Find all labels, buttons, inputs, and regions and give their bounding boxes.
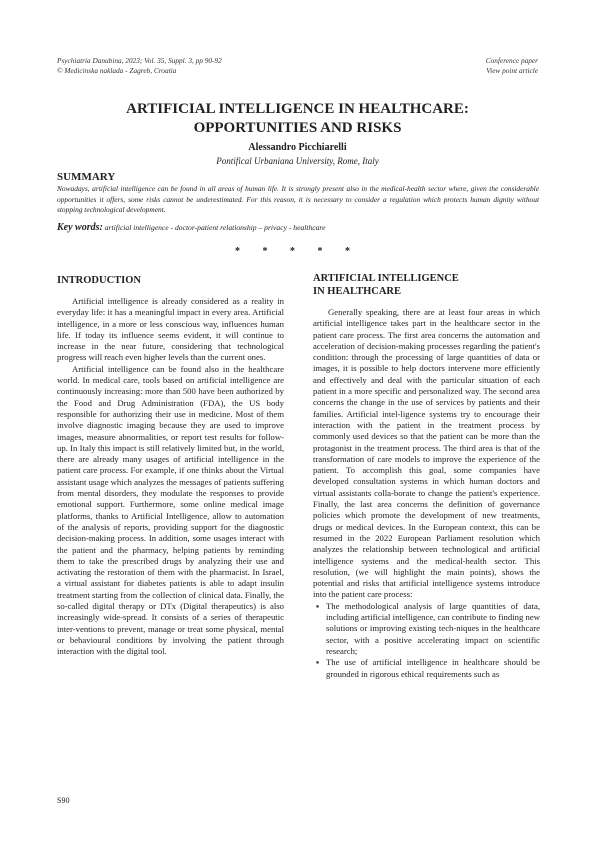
intro-paragraph-1: Artificial intelligence is already considered as a reality in everyday life: it has a meaningful impact in every area. Artificial intelligence, in a more or less conscious way, influences human life. If today its influence seems evident, it will continue to increase in the near future, considering that technological progress will reach even higher levels than the current ones.	[57, 296, 284, 363]
right-column	[313, 272, 540, 680]
article-type-header	[486, 56, 538, 75]
publisher-line: © Medicinska naklada - Zagreb, Croatia	[57, 65, 177, 75]
article-title	[0, 100, 595, 138]
bullet-square-icon: ▪	[316, 600, 320, 611]
introduction-heading: INTRODUCTION	[57, 275, 142, 286]
ai-healthcare-heading	[313, 272, 540, 298]
bullet-square-icon: ▪	[316, 657, 320, 668]
keywords-text: artificial intelligence - doctor-patient relationship – privacy - healthcare	[104, 223, 326, 232]
summary-text: Nowadays, artificial intelligence can be found in all areas of human life. It is strongly present also in the medical-health sector where, given the considerable opportunities it offers, some risks cannot be underestimated. For this reason, it is necessary to consider a regulation which protects human dignity without stopping technological development.	[57, 184, 539, 215]
left-column	[57, 274, 284, 658]
title-line-2: OPPORTUNITIES AND RISKS	[193, 120, 402, 136]
journal-header	[57, 56, 222, 75]
bullet-text: The use of artificial intelligence in healthcare should be grounded in rigorous ethical requirements such as	[326, 657, 540, 679]
list-item	[313, 657, 540, 680]
keywords	[57, 223, 539, 233]
author-name: Alessandro Picchiarelli	[248, 142, 347, 153]
ai-heading-line-2: IN HEALTHCARE	[313, 286, 402, 297]
list-item	[313, 601, 540, 657]
intro-paragraph-2: Artificial intelligence can be found also in the healthcare world. In medical care, tools based on artificial intelligence are continuously increasing: more than 500 have been authorized by the Food and Drug Administration (FDA), the US body responsible for authorizing their use in medicine. Most of them involve diagnostic imaging because they are used to improve images, measure abnormalities, or report test results for follow-up. In Italy this impact is still relatively limited but, in the world, there are already many usages of artificial intelligence in the patient care process. For example, if one thinks about the Virtual assistant usage which analyzes the messages of patients suffering from mental disorders, they modulate the responses to provide emotional support. Furthermore, some online medical image platforms, thanks to Artificial Intelligence, allow to automation of the analysis of reports, providing support for the diagnostic decision-making process. In addition, some usages interact with the patient and the pharmacy, helping patients by reminding them to take the prescribed drugs by analyzing their use and activating the restoration of them with the pharmacist. In Israel, a virtual assistant for diabetes patients is able to adapt insulin treatment starting from the collection of clinical data. Finally, the so-called digital therapy or DTx (Digital therapeutics) is also increasingly wide-spread. It consists of a series of therapeutic inter-ventions to prevent, manage or treat some physical, mental or behavioural conditions by involving the patient through interaction with the digital tool.	[57, 363, 284, 657]
journal-citation: Psychiatria Danubina, 2023; Vol. 35, Suppl. 3, pp 90-92	[57, 56, 222, 65]
title-line-1: ARTIFICIAL INTELLIGENCE IN HEALTHCARE:	[126, 101, 469, 117]
ai-bullet-list	[313, 601, 540, 680]
article-subtype: View point article	[486, 65, 538, 75]
page-number: S90	[57, 796, 70, 805]
article-type: Conference paper	[485, 56, 538, 65]
summary-heading: SUMMARY	[57, 171, 116, 183]
ai-heading-line-1: ARTIFICIAL INTELLIGENCE	[313, 273, 459, 284]
keywords-label: Key words:	[57, 222, 103, 233]
bullet-text: The methodological analysis of large quantities of data, including artificial intelligence, can contribute to finding new solutions or improving existing tech-niques in the healthcare sector, with a positive accelerating impact on scientific research;	[326, 600, 540, 656]
section-separator: * * * * *	[235, 246, 360, 257]
ai-paragraph-1: Generally speaking, there are at least four areas in which artificial intelligence takes part in the healthcare sector in the patient care process. The first area concerns the automation and acceleration of decision-making processes regarding the patient's condition: through the processing of large quantities of data or images, it is possible to help doctors intervene more efficiently and effectively and deal with the particular situation of each patient in a more specific and personalized way. The second area concerns the change in the use of services by patients and their families. Artificial intel-ligence systems try to encourage their interaction with the patient in the treatment process by commonly used devices so that the patient can be more than the protagonist in the treatment process. The third area is that of the transformation of care models to improve the experience of the patient. To accomplish this goal, some companies have developed consultation systems in which human doctors and virtual assistants colla-borate to change the patient's experience. Finally, the last area concerns the definition of governance policies which promote the development of new treatments, drugs or medical devices. In the European context, this can be resumed in the 2022 European Parliament resolution which analyzes the relationship between technological and artificial intelligence systems and the medical-health sector. This resolution, (we will highlight the main points), shows the potential and risks that artificial intelligence systems introduce into the patient care process:	[313, 307, 540, 600]
author-affiliation: Pontifical Urbaniana University, Rome, Italy	[216, 156, 379, 166]
